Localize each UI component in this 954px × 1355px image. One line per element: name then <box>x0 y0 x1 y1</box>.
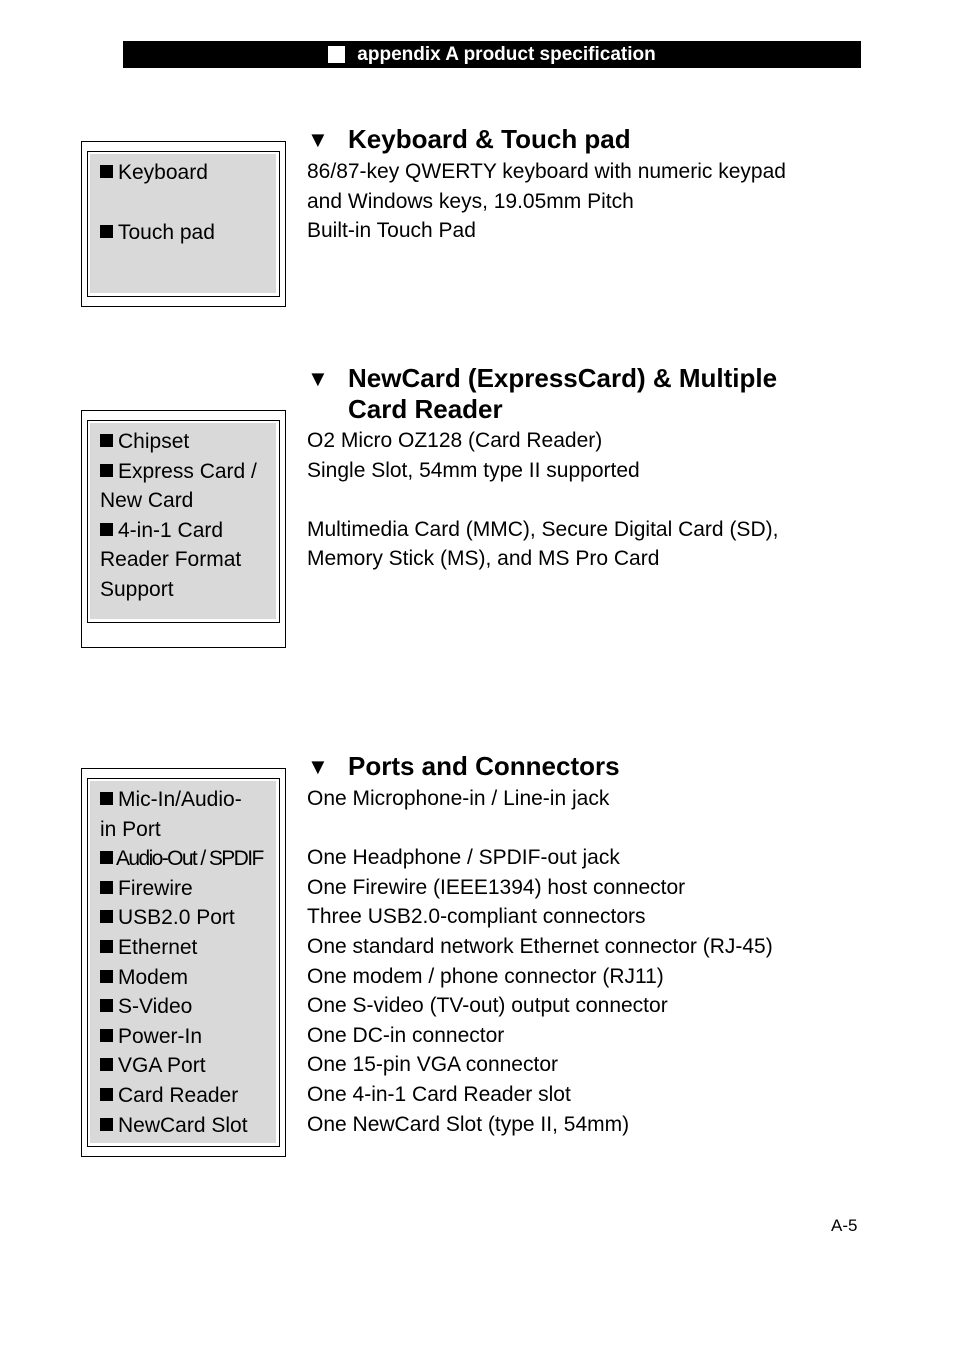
square-bullet-icon <box>100 792 113 805</box>
side-item: NewCard Slot <box>100 1111 269 1141</box>
square-bullet-icon <box>100 1029 113 1042</box>
section-body-keyboard <box>307 157 786 246</box>
side-item: Modem <box>100 963 269 993</box>
side-item: 4-in-1 Card <box>100 516 269 546</box>
body-line: 86/87-key QWERTY keyboard with numeric keypad <box>307 160 786 183</box>
side-item: Ethernet <box>100 933 269 963</box>
body-line: One Microphone-in / Line-in jack <box>307 787 610 810</box>
keyboard-side-panel <box>87 151 280 297</box>
square-bullet-icon <box>100 1058 113 1071</box>
newcard-side-panel <box>87 420 280 623</box>
newcard-side-box <box>81 410 286 648</box>
body-line: One DC-in connector <box>307 1023 505 1047</box>
square-bullet-icon <box>100 851 113 864</box>
square-bullet-icon <box>100 523 113 536</box>
body-line: One NewCard Slot (type II, 54mm) <box>307 1112 630 1136</box>
square-bullet-icon <box>100 970 113 983</box>
square-bullet-icon <box>100 910 113 923</box>
body-line: Single Slot, 54mm type II supported <box>307 458 640 482</box>
body-line: and Windows keys, 19.05mm Pitch <box>307 189 634 213</box>
square-bullet-icon <box>100 464 113 477</box>
side-item: Audio-Out / SPDIF <box>100 844 269 874</box>
square-bullet-icon <box>100 999 113 1012</box>
square-bullet-icon <box>100 881 113 894</box>
triangle-down-icon: ▼ <box>307 366 329 391</box>
keyboard-side-box <box>81 141 286 307</box>
body-line: One 15-pin VGA connector <box>307 1053 558 1077</box>
body-line: One Headphone / SPDIF-out jack <box>307 846 620 870</box>
triangle-down-icon: ▼ <box>307 754 329 779</box>
page-number: A-5 <box>831 1216 858 1235</box>
triangle-down-icon: ▼ <box>307 127 329 152</box>
square-bullet-icon <box>100 1118 113 1131</box>
body-line: Three USB2.0-compliant connectors <box>307 905 646 929</box>
side-item: VGA Port <box>100 1051 269 1081</box>
side-item: S-Video <box>100 992 269 1022</box>
ports-side-box <box>81 768 286 1157</box>
side-item: Reader Format <box>100 548 242 572</box>
side-item: Chipset <box>100 427 269 457</box>
side-item: Firewire <box>100 874 269 904</box>
section-body-newcard <box>307 426 778 574</box>
square-bullet-icon <box>100 1088 113 1101</box>
body-line: Memory Stick (MS), and MS Pro Card <box>307 547 660 571</box>
square-bullet-icon <box>100 940 113 953</box>
body-line: One 4-in-1 Card Reader slot <box>307 1082 571 1106</box>
side-item: Support <box>100 577 174 601</box>
body-line: Built-in Touch Pad <box>307 219 476 243</box>
square-bullet-icon <box>100 434 113 447</box>
side-item: Touch pad <box>100 218 269 248</box>
section-body-ports <box>307 784 773 1139</box>
page-header-bar <box>123 41 861 68</box>
side-item: Mic-In/Audio- <box>100 785 269 815</box>
body-line: One modem / phone connector (RJ11) <box>307 964 664 988</box>
side-item: Express Card / <box>100 457 269 487</box>
ports-side-panel <box>87 778 280 1147</box>
side-item: Power-In <box>100 1022 269 1052</box>
side-item: in Port <box>100 817 161 841</box>
body-line: One S-video (TV-out) output connector <box>307 994 668 1018</box>
side-item: New Card <box>100 489 194 513</box>
side-item: Keyboard <box>100 158 269 188</box>
square-bullet-icon <box>328 46 345 63</box>
section-title-keyboard: ▼ Keyboard & Touch pad <box>307 124 631 154</box>
body-line: One Firewire (IEEE1394) host connector <box>307 875 686 899</box>
body-line: One standard network Ethernet connector (RJ-45) <box>307 934 773 958</box>
page-header-title: appendix A product specification <box>357 43 656 65</box>
side-item: USB2.0 Port <box>100 903 269 933</box>
side-item: Card Reader <box>100 1081 269 1111</box>
section-title-ports: ▼ Ports and Connectors <box>307 751 620 781</box>
square-bullet-icon <box>100 165 113 178</box>
body-line: O2 Micro OZ128 (Card Reader) <box>307 429 603 452</box>
section-title-newcard: ▼ NewCard (ExpressCard) & Multiple Card Reader <box>307 363 778 424</box>
body-line: Multimedia Card (MMC), Secure Digital Card (SD), <box>307 517 779 541</box>
square-bullet-icon <box>100 225 113 238</box>
